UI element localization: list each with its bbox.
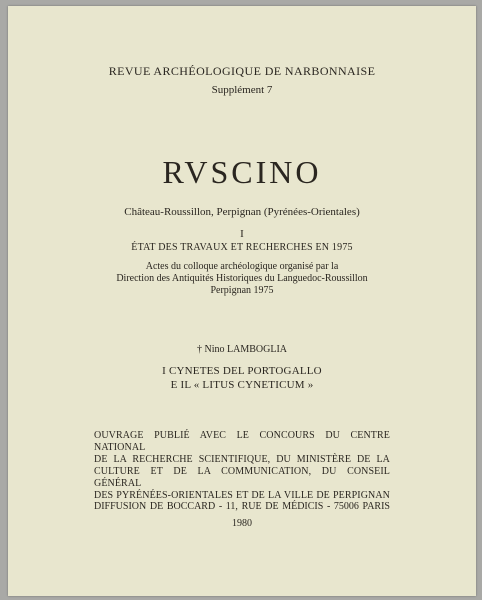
proceedings-note [8,261,476,297]
publication-notice [94,430,390,502]
serial-title: REVUE ARCHÉOLOGIQUE DE NARBONNAISE [108,64,376,78]
distribution-line: DIFFUSION DE BOCCARD - 11, RUE DE MÉDICIS - 75006 PARIS [94,501,390,512]
notice-line: OUVRAGE PUBLIÉ AVEC LE CONCOURS DU CENTRE NATIONAL [94,430,390,453]
author-name: † Nino LAMBOGLIA [197,344,287,355]
notice-line: DE LA RECHERCHE SCIENTIFIQUE, DU MINISTÈRE DE LA [94,454,390,465]
book-cover [8,6,476,596]
publication-year: 1980 [232,518,252,529]
main-title: RVSCINO [162,154,322,190]
proceedings-line: Direction des Antiquités Historiques du Languedoc-Roussillon [116,273,368,284]
location-line: Château-Roussillon, Perpignan (Pyrénées-Orientales) [124,206,360,218]
supplement-label: Supplément 7 [211,84,273,96]
work-title-line: E IL « LITUS CYNETICUM » [170,379,314,391]
work-title [8,364,476,392]
notice-line: CULTURE ET DE LA COMMUNICATION, DU CONSEIL GÉNÉRAL [94,466,390,489]
proceedings-line: Perpignan 1975 [210,285,274,296]
volume-title: ÉTAT DES TRAVAUX ET RECHERCHES EN 1975 [131,242,353,253]
work-title-line: I CYNETES DEL PORTOGALLO [162,365,322,377]
volume-number: I [240,228,244,240]
notice-line: DES PYRÉNÉES-ORIENTALES ET DE LA VILLE DE PERPIGNAN [94,490,390,501]
proceedings-line: Actes du colloque archéologique organisé par la [145,261,339,272]
